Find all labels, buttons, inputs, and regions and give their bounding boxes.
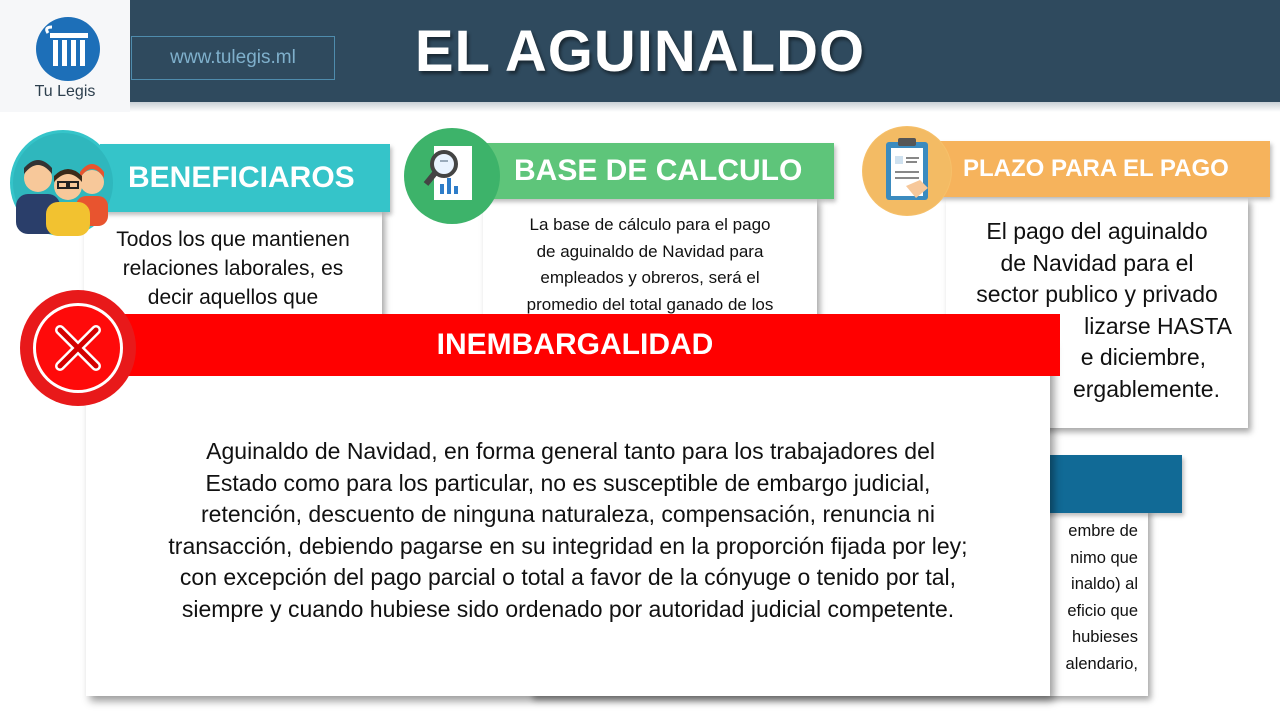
card-text-line: sector publico y privado (976, 281, 1218, 307)
base-calculo-title: BASE DE CALCULO (470, 143, 834, 199)
card-text-line: nimo que (1070, 548, 1138, 567)
card-text-line: promedio del total ganado de los (526, 294, 774, 314)
card-text-line: embre de (1068, 522, 1138, 540)
card-text-line: eficio que (1067, 601, 1138, 620)
clipboard-hand-icon (862, 126, 952, 216)
modal-text-line: con excepción del pago parcial o total a favor de la cónyuge o tenido por tal, (179, 564, 957, 590)
card-text-line: La base de cálculo para el pago (529, 215, 771, 234)
logo-text: Tu Legis (34, 83, 96, 100)
close-x-icon[interactable] (33, 303, 123, 393)
card-text-line: lizarse HASTA (1084, 312, 1232, 339)
card-text-line: de aguinaldo de Navidad para (536, 241, 764, 261)
card-text-line: ergablemente. (1072, 375, 1220, 402)
card-text-line: decir aquellos que (147, 286, 319, 309)
card-text-line: inaldo) al (1071, 575, 1138, 593)
base-calculo-card (483, 198, 817, 318)
header-shadow (0, 102, 1280, 112)
page-title: EL AGUINALDO (414, 19, 866, 84)
document-magnifier-icon (404, 128, 500, 224)
modal-text-line: Estado como para los particular, no es susceptible de embargo judicial, (205, 469, 931, 496)
modal-text-line: Aguinaldo de Navidad, en forma general tanto para los trabajadores del (201, 438, 935, 464)
modal-text-line: siempre y cuando hubiese sido ordenado por autoridad judicial competente. (181, 595, 955, 622)
card-text-line: hubieses (1071, 628, 1138, 646)
beneficiarios-title: BENEFICIAROS (100, 144, 390, 212)
card-text-line: de Navidad para el (1000, 249, 1194, 276)
card-text-line: El pago del aguinaldo (986, 218, 1208, 244)
logo-column-icon (36, 17, 100, 81)
website-link[interactable]: www.tulegis.ml (131, 36, 335, 80)
logo[interactable] (0, 0, 130, 112)
card-text-line: alendario, (1065, 654, 1138, 673)
modal-text-line: transacción, debiendo pagarse en su integridad en la proporción fijada por ley; (168, 532, 968, 559)
inembargalidad-title: INEMBARGALIDAD (90, 314, 1060, 376)
card-text-line: empleados y obreros, será el (540, 268, 760, 287)
people-group-icon (10, 130, 116, 236)
card-text-line: Todos los que mantienen (116, 228, 350, 251)
card-text-line: e diciembre, (1080, 344, 1206, 370)
inembargalidad-text (96, 436, 1040, 625)
modal-text-line: retención, descuento de ninguna naturaleza, compensación, renuncia ni (201, 501, 935, 527)
card-text-line: relaciones laborales, es (122, 257, 344, 280)
plazo-pago-title: PLAZO PARA EL PAGO (905, 141, 1270, 197)
